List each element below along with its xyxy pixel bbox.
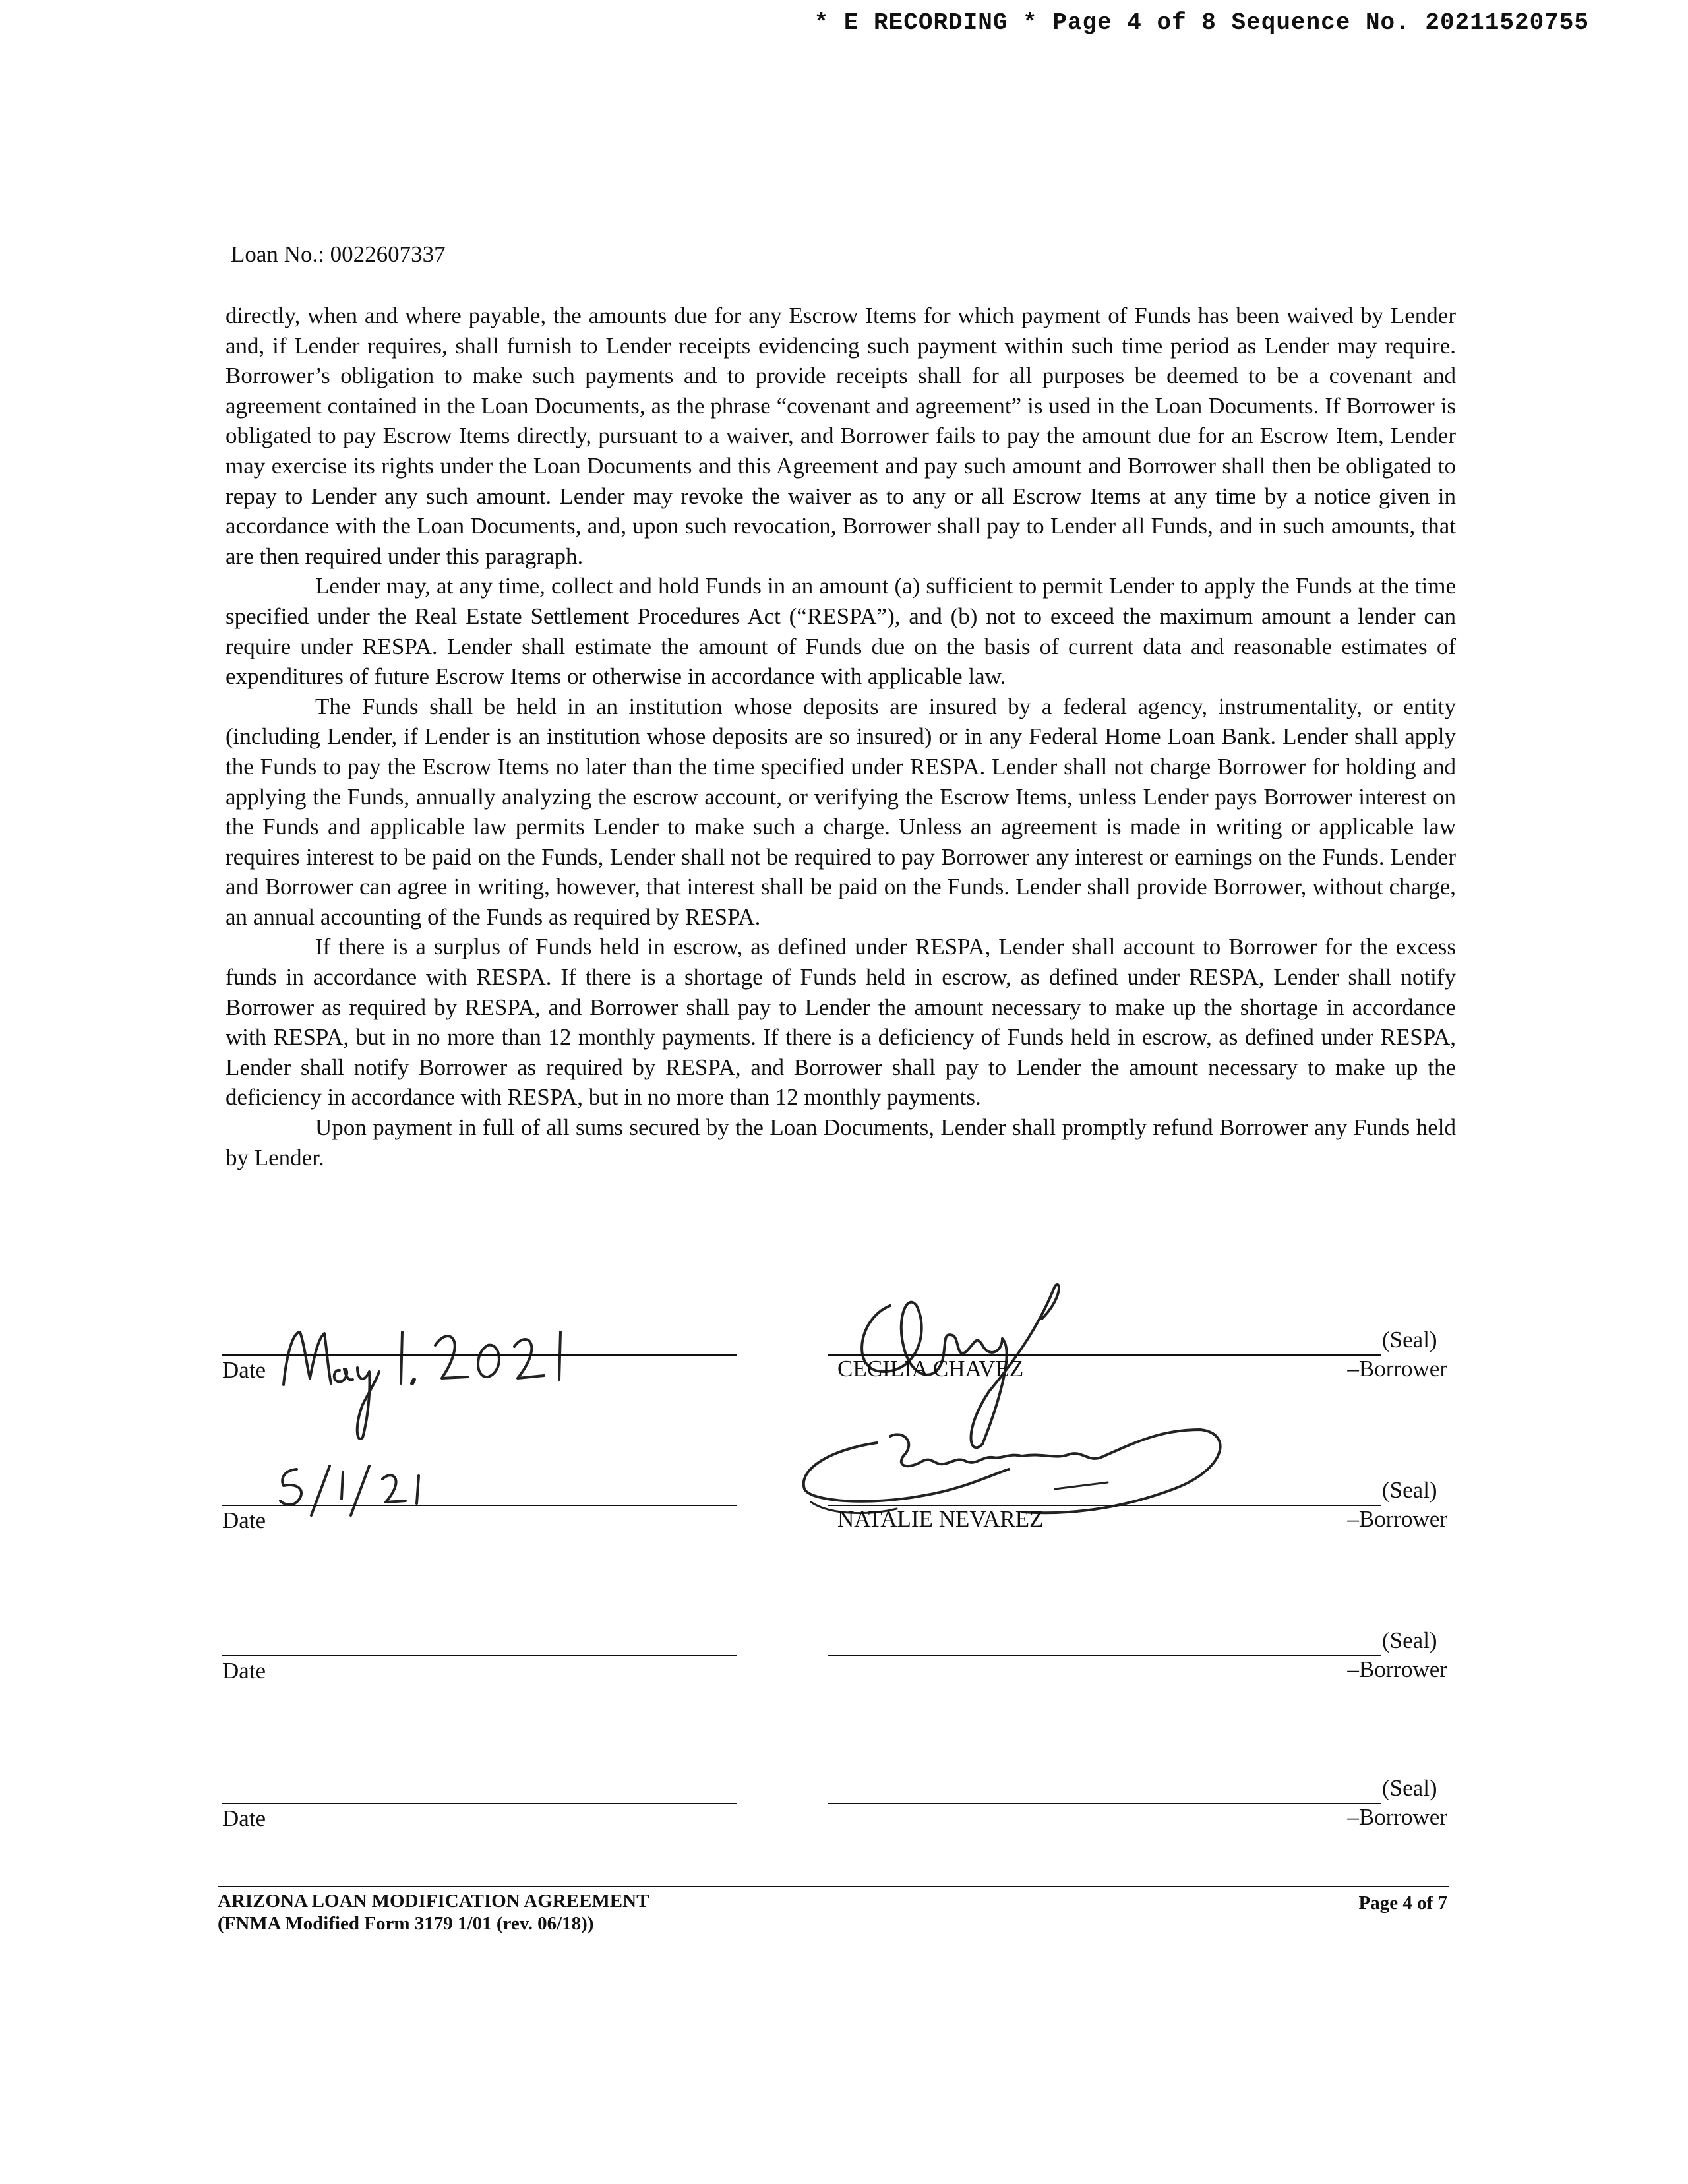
paragraph-escrow-waiver: directly, when and where payable, the amounts due for any Escrow Items for which payment of Funds has been waived by Lender and, if Lender requires, shall furnish to Lender receipts evidencing such payment within such time period as Lender may require. Borrower’s obligation to make such payments and to provide receipts shall for all purposes be deemed to be a covenant and agreement contained in the Loan Documents, as the phrase “covenant and agreement” is used in the Loan Documents. If Borrower is obligated to pay Escrow Items directly, pursuant to a waiver, and Borrower fails to pay the amount due for an Escrow Item, Lender may exercise its rights under the Loan Documents and this Agreement and pay such amount and Borrower shall then be obligated to repay to Lender any such amount. Lender may revoke the waiver as to any or all Escrow Items at any time by a notice given in accordance with the Loan Documents, and, upon such revocation, Borrower shall pay to Lender all Funds, and in such amounts, that are then required under this paragraph. (226, 303, 1456, 569)
borrower-name-cecilia: CECILIA CHAVEZ (837, 1356, 1024, 1381)
agreement-body (226, 301, 1456, 1172)
paragraph-funds-held: The Funds shall be held in an institution whose deposits are insured by a federal agency, instrumentality, or entity (including Lender, if Lender is an institution whose deposits are so insured) or in any Federal Home Loan Bank. Lender shall apply the Funds to pay the Escrow Items no later than the time specified under RESPA. Lender shall not charge Borrower for holding and applying the Funds, annually analyzing the escrow account, or verifying the Escrow Items, unless Lender pays Borrower interest on the Funds and applicable law permits Lender to make such a charge. Unless an agreement is made in writing or applicable law requires interest to be paid on the Funds, Lender shall not be required to pay Borrower any interest or earnings on the Funds. Lender and Borrower can agree in writing, however, that interest shall be paid on the Funds. Lender shall provide Borrower, without charge, an annual accounting of the Funds as required by RESPA. (226, 693, 1456, 930)
paragraph-collect-funds: Lender may, at any time, collect and hold Funds in an amount (a) sufficient to permit Lender to apply the Funds at the time specified under the Real Estate Settlement Procedures Act (“RESPA”), and (b) not to exceed the maximum amount a lender can require under RESPA. Lender shall estimate the amount of Funds due on the basis of current data and reasonable estimates of expenditures of future Escrow Items or otherwise in accordance with applicable law. (226, 573, 1456, 690)
date-line-4 (222, 1803, 737, 1804)
handwritten-date-2 (270, 1463, 468, 1529)
footer-rule (218, 1886, 1449, 1887)
borrower-signature-line-3 (828, 1655, 1381, 1656)
paragraph-refund: Upon payment in full of all sums secured by the Loan Documents, Lender shall promptly refund Borrower any Funds held by Lender. (226, 1114, 1456, 1170)
form-number: (FNMA Modified Form 3179 1/01 (rev. 06/18)) (218, 1913, 594, 1934)
date-line-1 (222, 1354, 737, 1356)
borrower-name-natalie: NATALIE NEVAREZ (837, 1506, 1044, 1532)
signature-block-3 (0, 1567, 1688, 1699)
date-line-3 (222, 1655, 737, 1656)
signature-block-2 (0, 1416, 1688, 1548)
date-line-2 (222, 1505, 737, 1506)
borrower-label-4: –Borrower (1347, 1804, 1447, 1830)
borrower-label-1: –Borrower (1347, 1356, 1447, 1381)
borrower-label-2: –Borrower (1347, 1506, 1447, 1532)
signature-block-1 (0, 1266, 1688, 1398)
loan-number: Loan No.: 0022607337 (231, 241, 446, 267)
date-label-1: Date (222, 1357, 266, 1383)
paragraph-surplus-shortage: If there is a surplus of Funds held in escrow, as defined under RESPA, Lender shall account to Borrower for the excess funds in accordance with RESPA. If there is a shortage of Funds held in escrow, as defined under RESPA, Lender shall notify Borrower as required by RESPA, and Borrower shall pay to Lender the amount necessary to make up the shortage in accordance with RESPA, but in no more than 12 monthly payments. If there is a deficiency of Funds held in escrow, as defined under RESPA, Lender shall notify Borrower as required by RESPA, and Borrower shall pay to Lender the amount necessary to make up the deficiency in accordance with RESPA, but in no more than 12 monthly payments. (226, 934, 1456, 1110)
seal-label-2: (Seal) (1382, 1477, 1437, 1503)
date-label-4: Date (222, 1805, 266, 1831)
recording-header: * E RECORDING * Page 4 of 8 Sequence No. 20211520755 (814, 9, 1589, 36)
seal-label-1: (Seal) (1382, 1327, 1437, 1352)
footer-form-title (218, 1890, 649, 1935)
form-title: ARIZONA LOAN MODIFICATION AGREEMENT (218, 1891, 649, 1912)
date-label-3: Date (222, 1658, 266, 1684)
borrower-signature-line-4 (828, 1803, 1381, 1804)
footer-page-number: Page 4 of 7 (1358, 1893, 1447, 1914)
seal-label-3: (Seal) (1382, 1627, 1437, 1653)
date-label-2: Date (222, 1507, 266, 1533)
signature-block-4 (0, 1714, 1688, 1846)
borrower-label-3: –Borrower (1347, 1656, 1447, 1682)
seal-label-4: (Seal) (1382, 1775, 1437, 1801)
